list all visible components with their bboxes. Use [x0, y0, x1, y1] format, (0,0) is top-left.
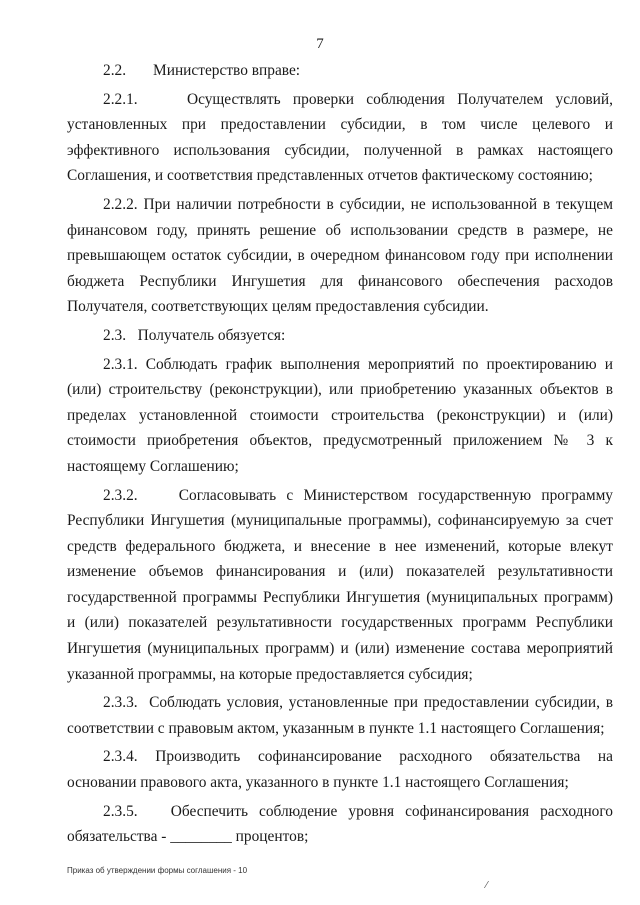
document-body — [67, 58, 613, 853]
clause-2-3: 2.3. Получатель обязуется: — [103, 326, 286, 344]
page-number: 7 — [316, 36, 324, 52]
clause-2-3-4: 2.3.4. Производить софинансирование расходного обязательства на основании правового акта, указанного в пункте 1.1 настоящего Соглашения; — [67, 748, 613, 792]
clause-2-3-1: 2.3.1. Соблюдать график выполнения мероприятий по проектированию и (или) строительству (реконструкции), или приобретению указанных объектов в пределах установленной стоимости строительства (реконструкции) и (или) стоимости приобретения объектов, предусмотренный приложением № 3 к настоящему Соглашению; — [67, 355, 613, 475]
clause-2-2-2: 2.2.2. При наличии потребности в субсидии, не использованной в текущем финансовом году, принять решение об использовании средств в размере, не превышающем остаток субсидии, в очередном финансовом году при исполнении бюджета Республики Ингушетия для финансового обеспечения расходов Получателя, соответствующих целям предоставления субсидии. — [67, 195, 613, 316]
clause-2-3-5: 2.3.5. Обеспечить соблюдение уровня софинансирования расходного обязательства - ________ процентов; — [67, 802, 613, 846]
clause-2-3-2: 2.3.2. Согласовывать с Министерством государственную программу Республики Ингушетия (муниципальные программы), софинансируемую за счет средств федерального бюджета, и внесение в нее изменений, которые влекут изменение объемов финансирования и (или) показателей результативности государственной программы Республики Ингушетия (муниципальных программ) и (или) показателей результативности государственных программ Республики Ингушетия (муниципальных программ) и (или) изменение состава мероприятий указанной программы, на которые предоставляется субсидия; — [67, 486, 613, 683]
clause-2-2: 2.2. Министерство вправе: — [103, 62, 301, 79]
corner-mark: ⁄ — [486, 880, 488, 891]
page-footer: Приказ об утверждении формы соглашения - 10 — [67, 866, 248, 875]
clause-2-2-1: 2.2.1. Осуществлять проверки соблюдения Получателем условий, установленных при предоставлении субсидии, в том числе целевого и эффективного использования субсидии, полученной в рамках настоящего Соглашения, и соответствия представленных отчетов фактическому состоянию; — [67, 90, 613, 185]
clause-2-3-3: 2.3.3. Соблюдать условия, установленные при предоставлении субсидии, в соответствии с правовым актом, указанным в пункте 1.1 настоящего Соглашения; — [67, 694, 613, 737]
